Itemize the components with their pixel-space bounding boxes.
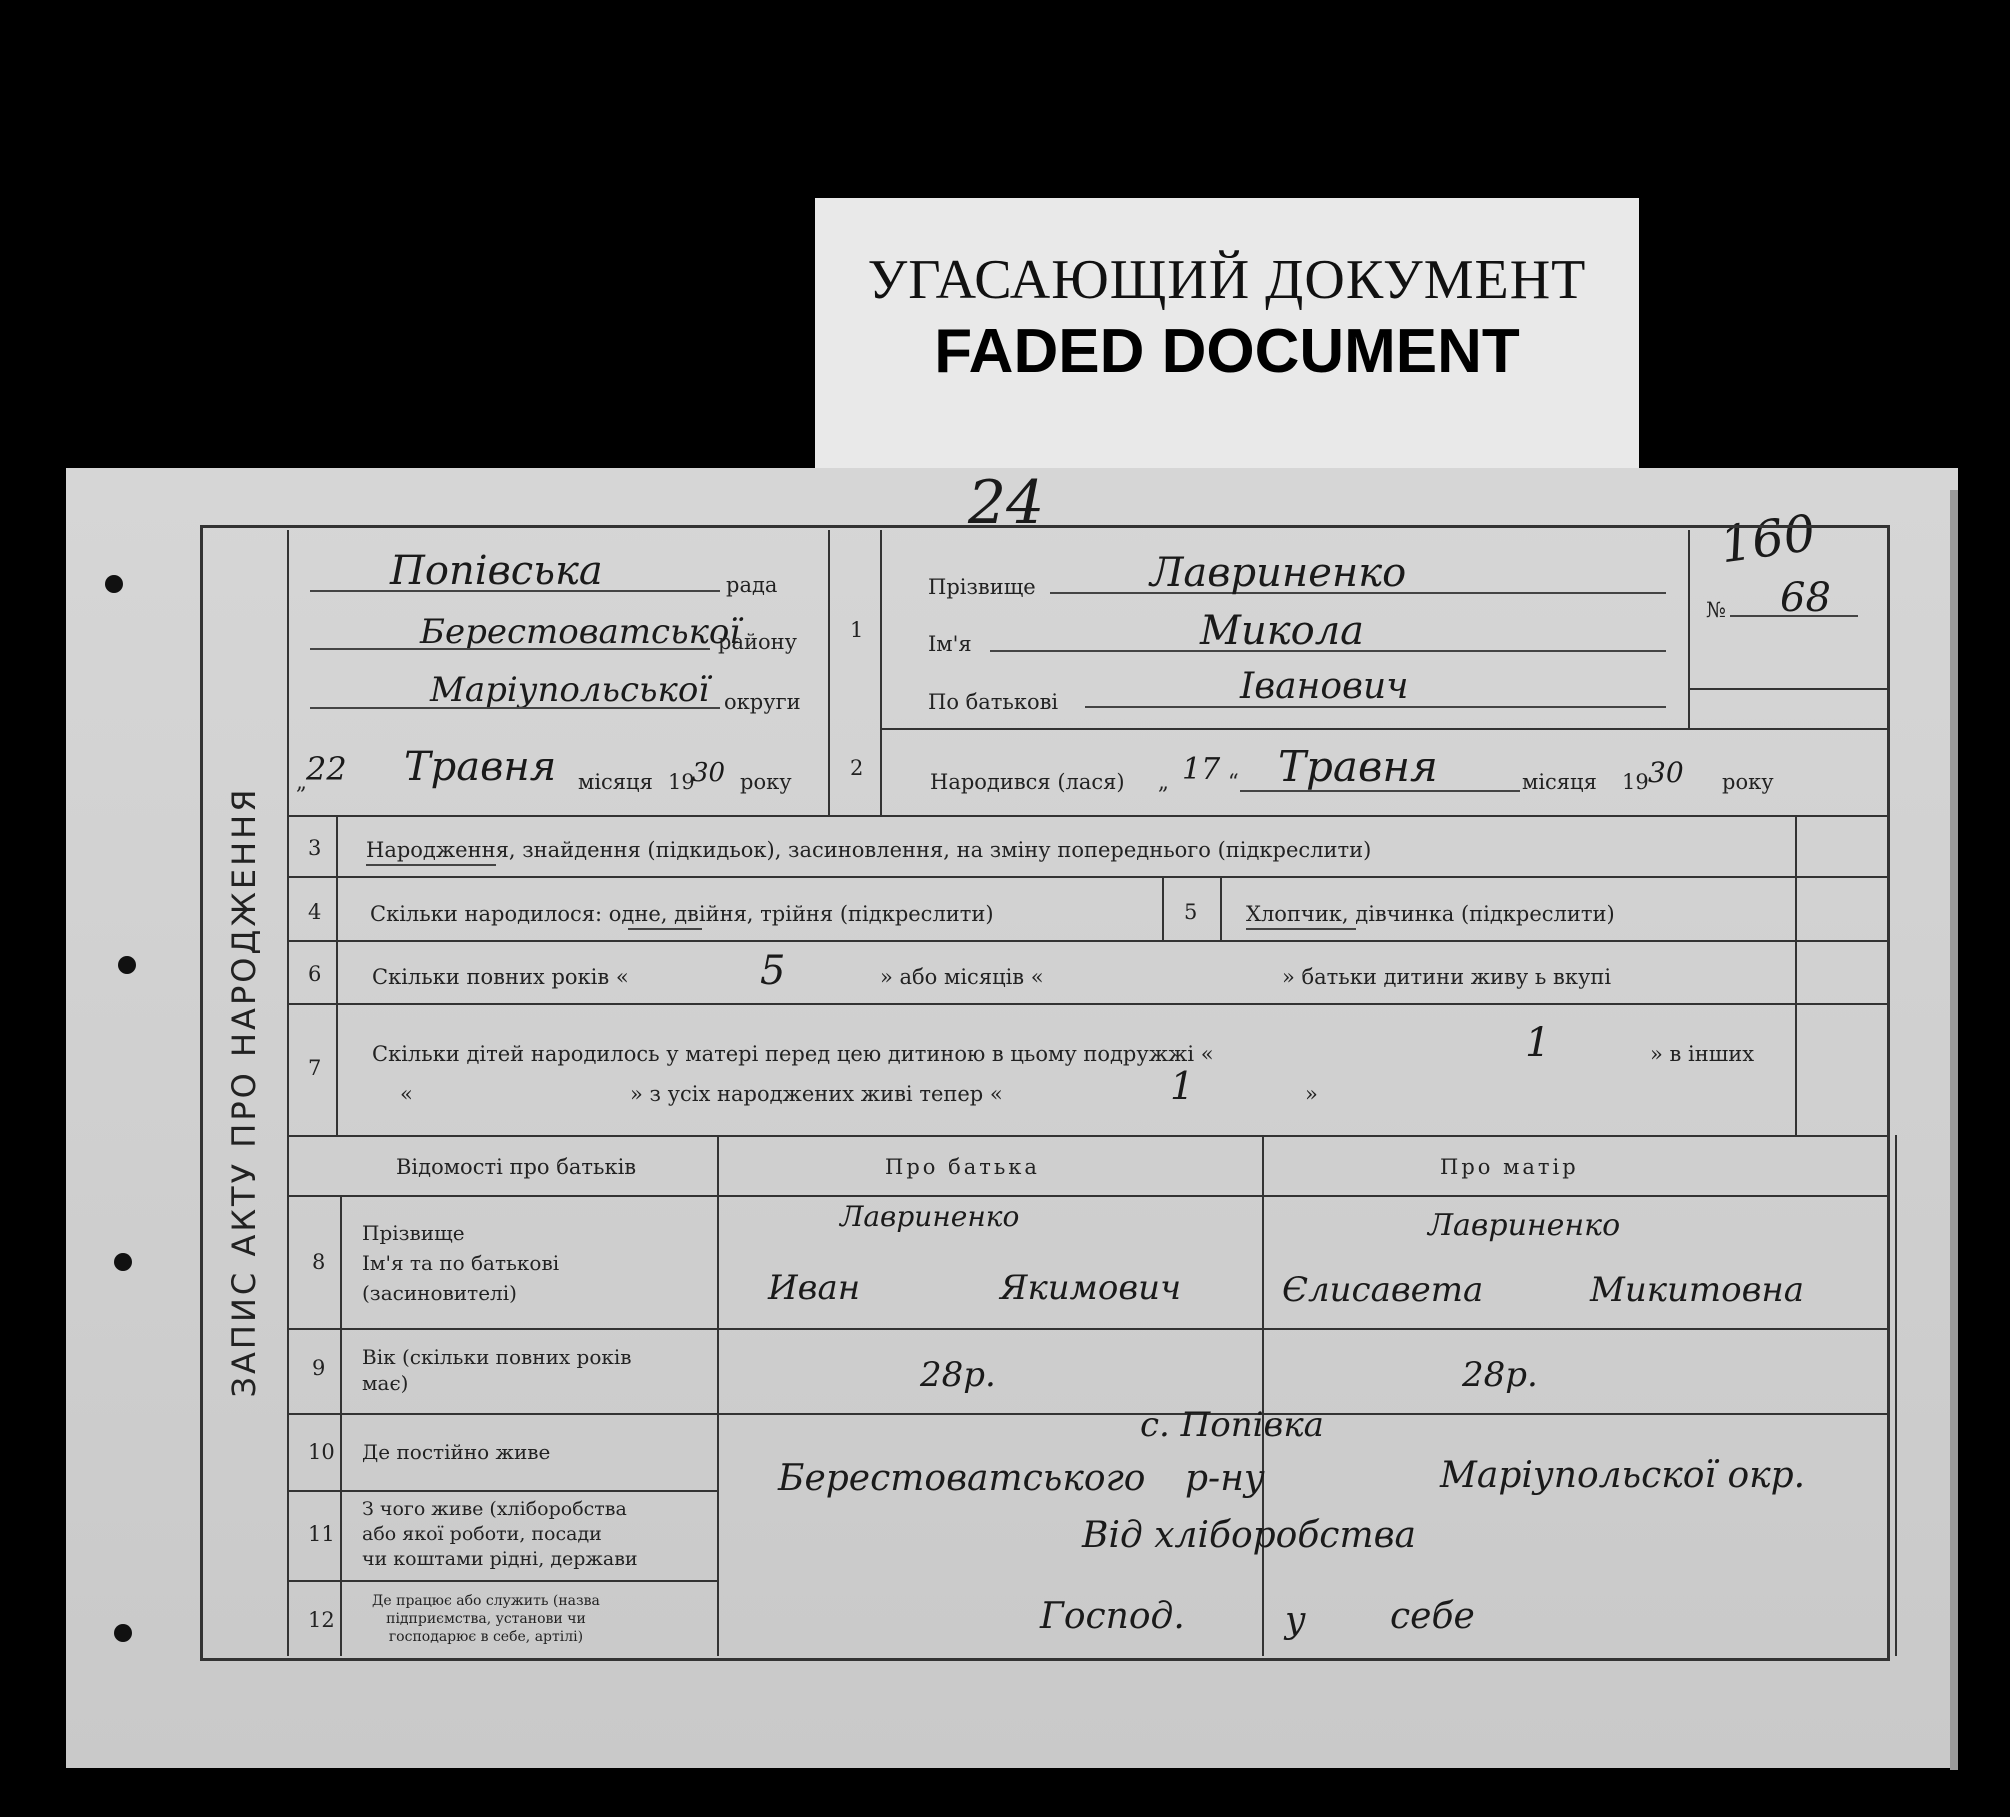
divider (1220, 876, 1222, 940)
mother-name: Єлисавета (1282, 1270, 1484, 1310)
row-number: 4 (308, 900, 322, 924)
district-value: Берестоватської (420, 612, 741, 652)
divider (880, 530, 882, 815)
divider (287, 1413, 1890, 1415)
divider (717, 1135, 719, 1656)
underline (310, 707, 720, 709)
divider (1795, 815, 1797, 1135)
row-number: 5 (1184, 900, 1198, 924)
child-name: Микола (1200, 608, 1365, 654)
sheet-number: 24 (968, 468, 1045, 538)
row-number: 9 (312, 1356, 326, 1380)
underline (628, 928, 702, 930)
faded-document-label (815, 198, 1639, 488)
label-english: FADED DOCUMENT (934, 317, 1520, 386)
registration-day: 22 (306, 750, 347, 788)
card-edge (1950, 490, 1958, 1770)
divider (1162, 876, 1164, 940)
divider (1688, 530, 1690, 730)
underline (1246, 928, 1356, 930)
side-title: ЗАПИС АКТУ ПРО НАРОДЖЕННЯ (225, 786, 263, 1398)
okrug-value: Маріупольської (430, 670, 710, 710)
row-number: 7 (308, 1056, 322, 1080)
father-surname: Лавриненко (840, 1200, 1020, 1233)
prior-children: 1 (1525, 1020, 1551, 1066)
divider (287, 1580, 717, 1582)
record-number: 68 (1780, 575, 1831, 621)
registration-month: Травня (404, 744, 557, 790)
mother-surname: Лавриненко (1428, 1208, 1621, 1243)
divider (287, 1490, 717, 1492)
mother-age: 28р. (1462, 1355, 1538, 1395)
divider (287, 1003, 1890, 1005)
row-number: 12 (308, 1608, 335, 1632)
divider (287, 815, 1890, 817)
father-age: 28р. (920, 1355, 996, 1395)
record-number-label: № (1706, 598, 1726, 622)
registration-year-label: року (740, 770, 792, 794)
punch-hole (114, 1624, 132, 1642)
residence-line1: с. Попівка (1140, 1405, 1324, 1445)
punch-hole (118, 956, 136, 974)
divider (828, 530, 830, 815)
residence-district: Берестоватського (778, 1458, 1146, 1499)
birth-year-suffix: 30 (1648, 756, 1684, 789)
row-number: 2 (850, 756, 864, 780)
divider (1688, 688, 1890, 690)
row-number: 8 (312, 1250, 326, 1274)
divider (287, 1195, 1890, 1197)
parent-work-label: Де працює або служить (назва підприємства, установи чи господарює в себе, артілі) (372, 1593, 600, 1645)
punch-hole (105, 575, 123, 593)
punch-hole (114, 1253, 132, 1271)
row4-text: Скільки народилося: одне, двійня, трійня (підкреслити) (370, 902, 994, 926)
divider (880, 728, 1890, 730)
surname-label: Прізвище (928, 575, 1036, 599)
registration-year-prefix: 19 (668, 770, 695, 794)
village-label: рада (726, 573, 778, 597)
underline (310, 648, 710, 650)
livelihood: Від хліборобства (1082, 1515, 1417, 1556)
underline (366, 864, 496, 866)
row-number: 10 (308, 1440, 335, 1464)
born-label: Народився (лася) (930, 770, 1125, 794)
father-patronymic: Якимович (1000, 1268, 1182, 1308)
child-surname: Лавриненко (1150, 550, 1407, 596)
row7-text-a: Скільки дітей народилось у матері перед цею дитиною в цьому подружжі « (372, 1042, 1214, 1066)
underline (310, 590, 720, 592)
row6-text-b: » або місяців « (880, 965, 1044, 989)
divider (287, 876, 1890, 878)
divider (1895, 1135, 1897, 1656)
underline (1240, 790, 1520, 792)
work-value-a: Господ. (1040, 1596, 1185, 1637)
registration-year-suffix: 30 (692, 758, 726, 788)
district-label: району (718, 630, 797, 654)
archive-number: 160 (1716, 503, 1820, 575)
village-value: Попівська (390, 548, 603, 594)
row5-text: Хлопчик, дівчинка (підкреслити) (1246, 902, 1615, 926)
row7-text-c: « (400, 1082, 413, 1106)
work-value-c: себе (1390, 1596, 1475, 1637)
living-children: 1 (1170, 1064, 1195, 1108)
mother-patronymic: Микитовна (1590, 1270, 1805, 1310)
parent-name-label: Прізвище Ім'я та по батькові (засиновителі) (362, 1221, 560, 1305)
label-russian: УГАСАЮЩИЙ ДОКУМЕНТ (867, 249, 1587, 311)
row-number: 11 (308, 1522, 335, 1546)
birth-year-label: року (1722, 770, 1774, 794)
residence-okrug: Маріупольскої окр. (1440, 1455, 1806, 1496)
divider (1262, 1135, 1264, 1656)
birth-day: 17 (1182, 752, 1221, 787)
row7-text-e: » (1305, 1082, 1318, 1106)
father-header: Про батька (885, 1155, 1040, 1179)
residence-district-abbr: р-ну (1185, 1458, 1265, 1499)
row6-text-a: Скільки повних років « (372, 965, 629, 989)
row-number: 3 (308, 836, 322, 860)
row-number: 6 (308, 962, 322, 986)
father-name: Иван (768, 1268, 861, 1308)
parent-age-label: Вік (скільки повних років має) (362, 1345, 632, 1395)
birth-month: Травня (1278, 742, 1438, 791)
divider (336, 815, 338, 1135)
parents-info-header: Відомості про батьків (396, 1155, 637, 1179)
work-value-b: у (1285, 1600, 1306, 1641)
birth-year-prefix: 19 (1622, 770, 1649, 794)
mother-header: Про матір (1440, 1155, 1579, 1179)
parent-livelihood-label: З чого живе (хліборобства або якої роботи, посади чи коштами рідні, держави (362, 1498, 638, 1570)
years-together: 5 (760, 948, 786, 994)
row7-text-d: » з усіх народжених живі тепер « (630, 1082, 1003, 1106)
row-number: 1 (850, 618, 864, 642)
row7-text-b: » в інших (1650, 1042, 1755, 1066)
divider (340, 1195, 342, 1656)
birth-month-label: місяця (1522, 770, 1597, 794)
divider (287, 1135, 1890, 1137)
okrug-label: округи (724, 690, 801, 714)
divider (287, 1328, 1890, 1330)
row6-text-c: » батьки дитини живу ь вкупі (1282, 965, 1612, 989)
child-patronymic: Іванович (1240, 666, 1409, 707)
name-label: Ім'я (928, 632, 972, 656)
divider (287, 940, 1890, 942)
row3-text: Народження, знайдення (підкидьок), засиновлення, на зміну попереднього (підкреслити) (366, 838, 1372, 862)
patronymic-label: По батькові (928, 690, 1059, 714)
parent-residence-label: Де постійно живе (362, 1440, 551, 1464)
registration-month-label: місяця (578, 770, 653, 794)
